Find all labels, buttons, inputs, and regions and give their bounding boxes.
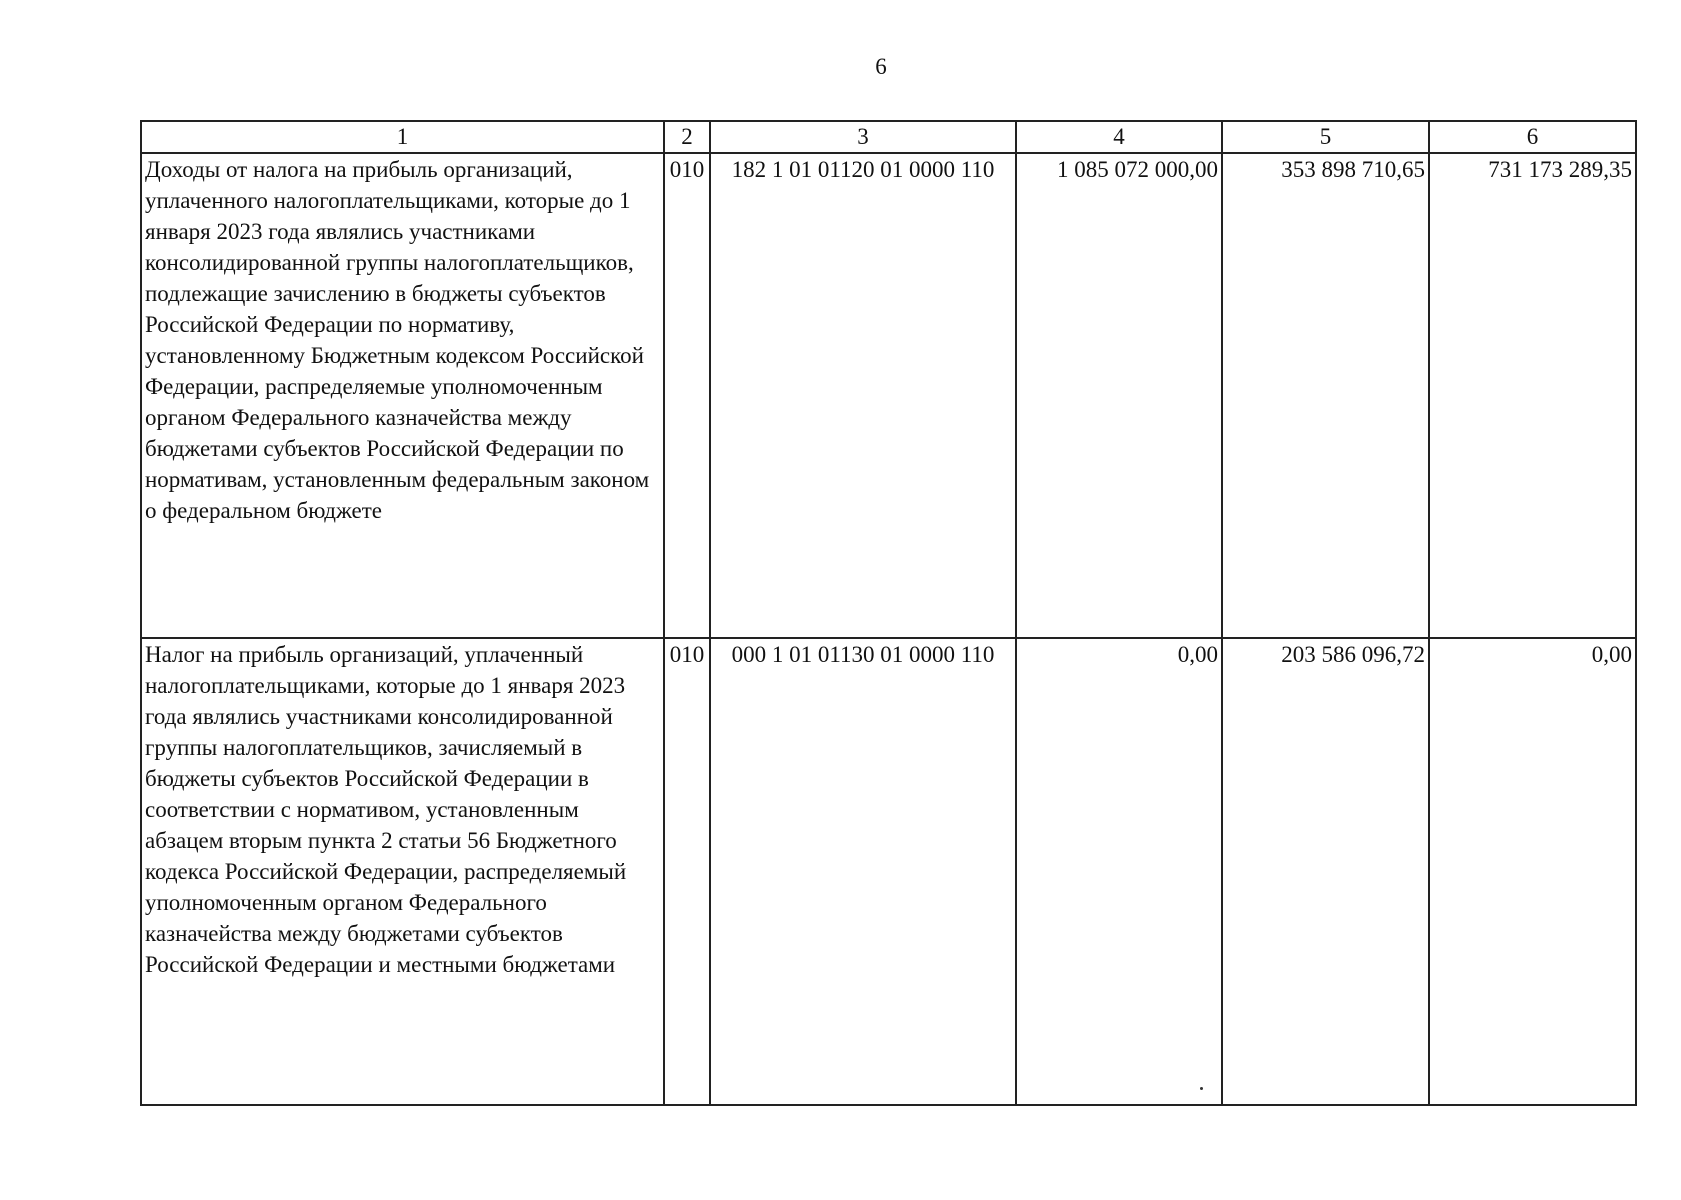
page-number: 6	[875, 54, 887, 79]
budget-code-cell: 000 1 01 01130 01 0000 110	[710, 638, 1016, 1105]
income-name-cell: Налог на прибыль организаций, уплаченный налогоплательщиками, которые до 1 января 2023 года являлись участниками консолидированной группы налогоплательщиков, зачисляемый в бюджеты субъектов Российской Федерации в соответствии с нормативом, установленным абзацем вторым пункта 2 статьи 56 Бюджетного кодекса Российской Федерации, распределяемый уполномоченным органом Федерального казначейства между бюджетами субъектов Российской Федерации и местными бюджетами	[141, 638, 664, 1105]
header-col-1: 1	[141, 121, 664, 153]
scan-speck	[1200, 1087, 1203, 1090]
amount-col6-cell: 0,00	[1429, 638, 1636, 1105]
header-row	[141, 121, 1636, 153]
header-col-2: 2	[664, 121, 710, 153]
header-col-6: 6	[1429, 121, 1636, 153]
line-code-cell: 010	[664, 638, 710, 1105]
header-col-5: 5	[1222, 121, 1429, 153]
amount-col4-cell: 0,00	[1016, 638, 1222, 1105]
table-row	[141, 638, 1636, 1105]
header-col-3: 3	[710, 121, 1016, 153]
income-table	[140, 120, 1637, 1106]
amount-col4-cell: 1 085 072 000,00	[1016, 153, 1222, 638]
income-name-cell: Доходы от налога на прибыль организаций, уплаченного налогоплательщиками, которые до 1 января 2023 года являлись участниками консолидированной группы налогоплательщиков, подлежащие зачислению в бюджеты субъектов Российской Федерации по нормативу, установленному Бюджетным кодексом Российской Федерации, распределяемые уполномоченным органом Федерального казначейства между бюджетами субъектов Российской Федерации по нормативам, установленным федеральным законом о федеральном бюджете	[141, 153, 664, 638]
header-col-4: 4	[1016, 121, 1222, 153]
amount-col5-cell: 353 898 710,65	[1222, 153, 1429, 638]
table-body	[141, 153, 1636, 1105]
amount-col6-cell: 731 173 289,35	[1429, 153, 1636, 638]
table-header	[141, 121, 1636, 153]
amount-col5-cell: 203 586 096,72	[1222, 638, 1429, 1105]
table-row	[141, 153, 1636, 638]
budget-code-cell: 182 1 01 01120 01 0000 110	[710, 153, 1016, 638]
line-code-cell: 010	[664, 153, 710, 638]
